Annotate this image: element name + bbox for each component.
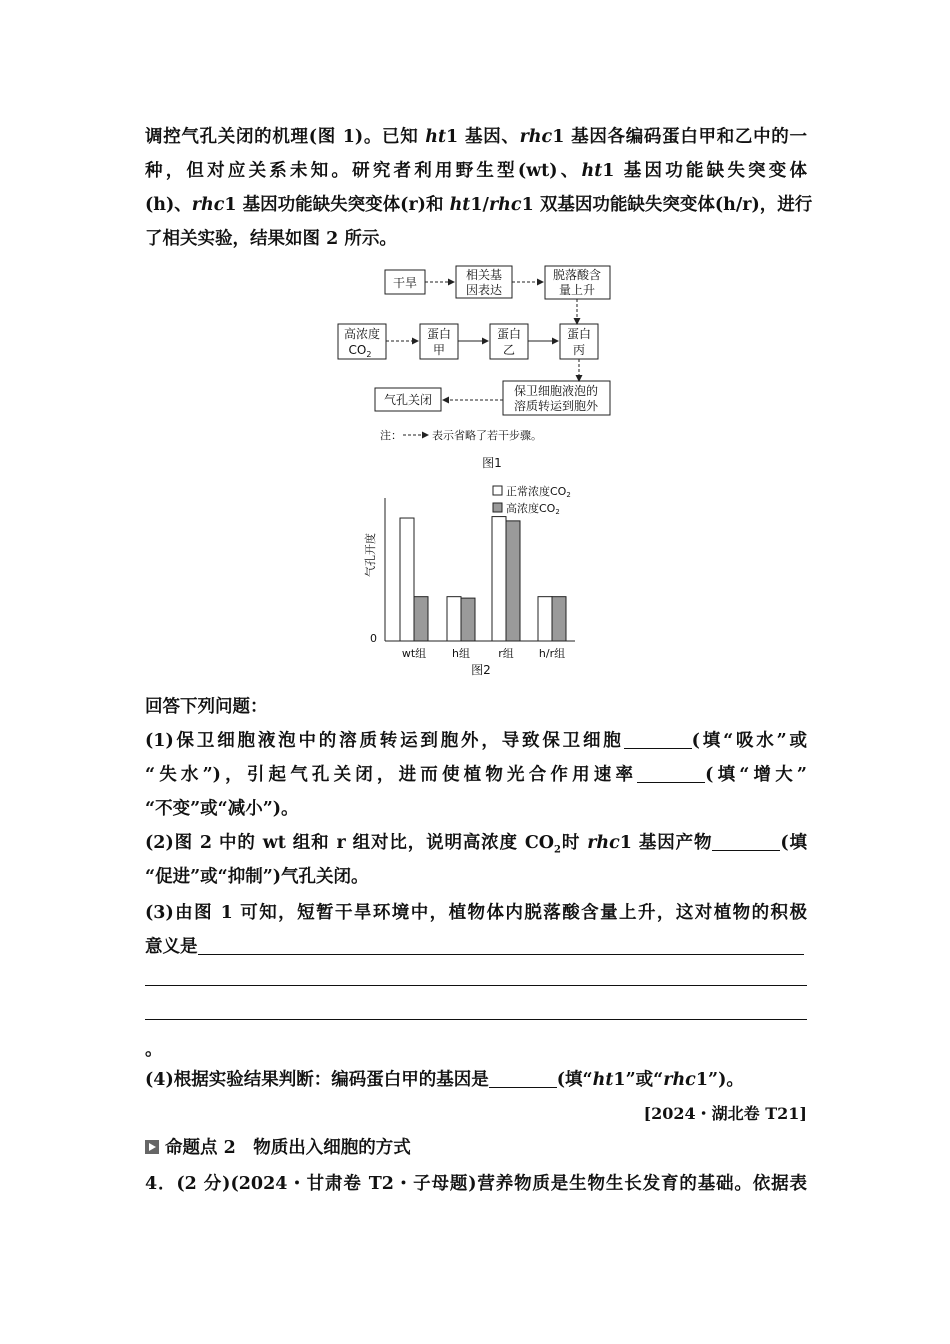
svg-text:脱落酸含: 脱落酸含	[552, 268, 602, 282]
svg-text:甲: 甲	[432, 343, 446, 357]
bar-h组-high-co2	[461, 598, 475, 641]
answer-blank[interactable]	[489, 1069, 557, 1088]
answer-blank[interactable]	[624, 730, 692, 749]
svg-text:干旱: 干旱	[392, 276, 418, 290]
answer-blank[interactable]	[712, 832, 780, 851]
box-high-co2	[338, 324, 386, 359]
svg-text:乙: 乙	[502, 343, 516, 357]
paragraph-line-3: (h)、rhc1 基因功能缺失突变体(r)和 ht1/rhc1 双基因功能缺失突变体(h/r)，进行	[145, 195, 813, 215]
question-3-line-1: (3)由图 1 可知，短暂干旱环境中，植物体内脱落酸含量上升，这对植物的积极	[145, 903, 807, 923]
question-5-line-1: 4．(2 分)(2024・甘肃卷 T2・子母题)营养物质是生物生长发育的基础。依据表	[145, 1174, 807, 1194]
box-drought	[385, 270, 425, 294]
paragraph-line-1: 调控气孔关闭的机理(图 1)。已知 ht1 基因、rhc1 基因各编码蛋白甲和乙中的一	[145, 127, 807, 147]
paragraph-line-4: 了相关实验，结果如图 2 所示。	[145, 229, 397, 249]
x-tick-label: r组	[498, 647, 514, 660]
answer-line[interactable]	[145, 1019, 807, 1020]
legend	[493, 484, 571, 516]
box-protein-c	[560, 324, 598, 359]
bar-r组-high-co2	[506, 521, 520, 641]
y-zero-label: 0	[370, 632, 377, 645]
x-tick-label: h/r组	[538, 647, 566, 660]
legend-label-high: 高浓度CO2	[506, 502, 560, 516]
source-tag: [2024・湖北卷 T21]	[643, 1104, 807, 1123]
box-solute-transport	[503, 381, 610, 415]
legend-label-normal: 正常浓度CO2	[506, 485, 571, 499]
svg-text:蛋白: 蛋白	[496, 327, 522, 341]
svg-text:注：: 注：	[380, 429, 402, 442]
question-2-line-1: (2)图 2 中的 wt 组和 r 组对比，说明高浓度 $CO_2$时 rhc1 基因产物 (填	[145, 833, 808, 856]
bar-wt组-high-co2	[414, 597, 428, 641]
bar-h/r组-high-co2	[552, 597, 566, 641]
bar-h组-normal-co2	[447, 597, 461, 641]
bar-r组-normal-co2	[492, 517, 506, 641]
bar-h/r组-normal-co2	[538, 597, 552, 641]
figure-area	[335, 262, 625, 682]
answer-line[interactable]	[198, 936, 804, 955]
question-3-line-2: 意义是	[145, 935, 807, 959]
question-2-line-2: “促进”或“抑制”)气孔关闭。	[145, 867, 369, 887]
box-aba-rise	[545, 266, 610, 299]
questions-intro: 回答下列问题：	[145, 697, 268, 717]
bar-chart	[363, 484, 575, 660]
svg-text:因表达: 因表达	[465, 283, 503, 297]
section-heading: 命题点 2 物质出入细胞的方式	[145, 1136, 807, 1160]
x-tick-label: h组	[452, 647, 470, 660]
svg-text:CO2: $CO_2$	[348, 343, 372, 359]
paragraph-line-2: 种，但对应关系未知。研究者利用野生型(wt)、ht1 基因功能缺失突变体	[145, 161, 807, 181]
svg-text:表示省略了若干步骤。: 表示省略了若干步骤。	[432, 429, 542, 442]
play-triangle-icon	[145, 1140, 159, 1154]
box-gene-expression	[456, 266, 512, 298]
figure1-caption: 图1	[482, 456, 502, 470]
box-protein-b	[490, 324, 528, 359]
svg-text:高浓度: 高浓度	[343, 327, 381, 341]
question-3-end: 。	[145, 1040, 163, 1060]
answer-line[interactable]	[145, 985, 807, 986]
figure2-caption: 图2	[471, 663, 491, 677]
svg-text:蛋白: 蛋白	[566, 327, 592, 341]
question-1-line-3: “不变”或“减小”)。	[145, 799, 299, 819]
question-4: (4)根据实验结果判断：编码蛋白甲的基因是 (填“ht1”或“rhc1”)。	[145, 1070, 744, 1090]
svg-text:气孔关闭: 气孔关闭	[383, 393, 433, 407]
answer-blank[interactable]	[637, 764, 705, 783]
y-axis-label: 气孔开度	[364, 533, 377, 577]
legend-swatch-high	[493, 503, 502, 512]
svg-text:丙: 丙	[572, 343, 586, 357]
svg-text:量上升: 量上升	[558, 283, 596, 297]
svg-text:相关基: 相关基	[465, 268, 503, 282]
figure1-note	[380, 428, 542, 442]
box-stomata-close	[375, 388, 441, 411]
box-protein-a	[420, 324, 458, 359]
svg-text:溶质转运到胞外: 溶质转运到胞外	[513, 399, 599, 413]
question-1-line-1: (1)保卫细胞液泡中的溶质转运到胞外，导致保卫细胞 (填“吸水”或	[145, 731, 807, 751]
legend-swatch-normal	[493, 486, 502, 495]
svg-text:蛋白: 蛋白	[426, 327, 452, 341]
x-tick-label: wt组	[401, 647, 427, 660]
svg-text:保卫细胞液泡的: 保卫细胞液泡的	[513, 384, 599, 398]
question-1-line-2: “失水”)，引起气孔关闭，进而使植物光合作用速率 (填“增大”	[145, 765, 807, 785]
bar-wt组-normal-co2	[400, 518, 414, 641]
